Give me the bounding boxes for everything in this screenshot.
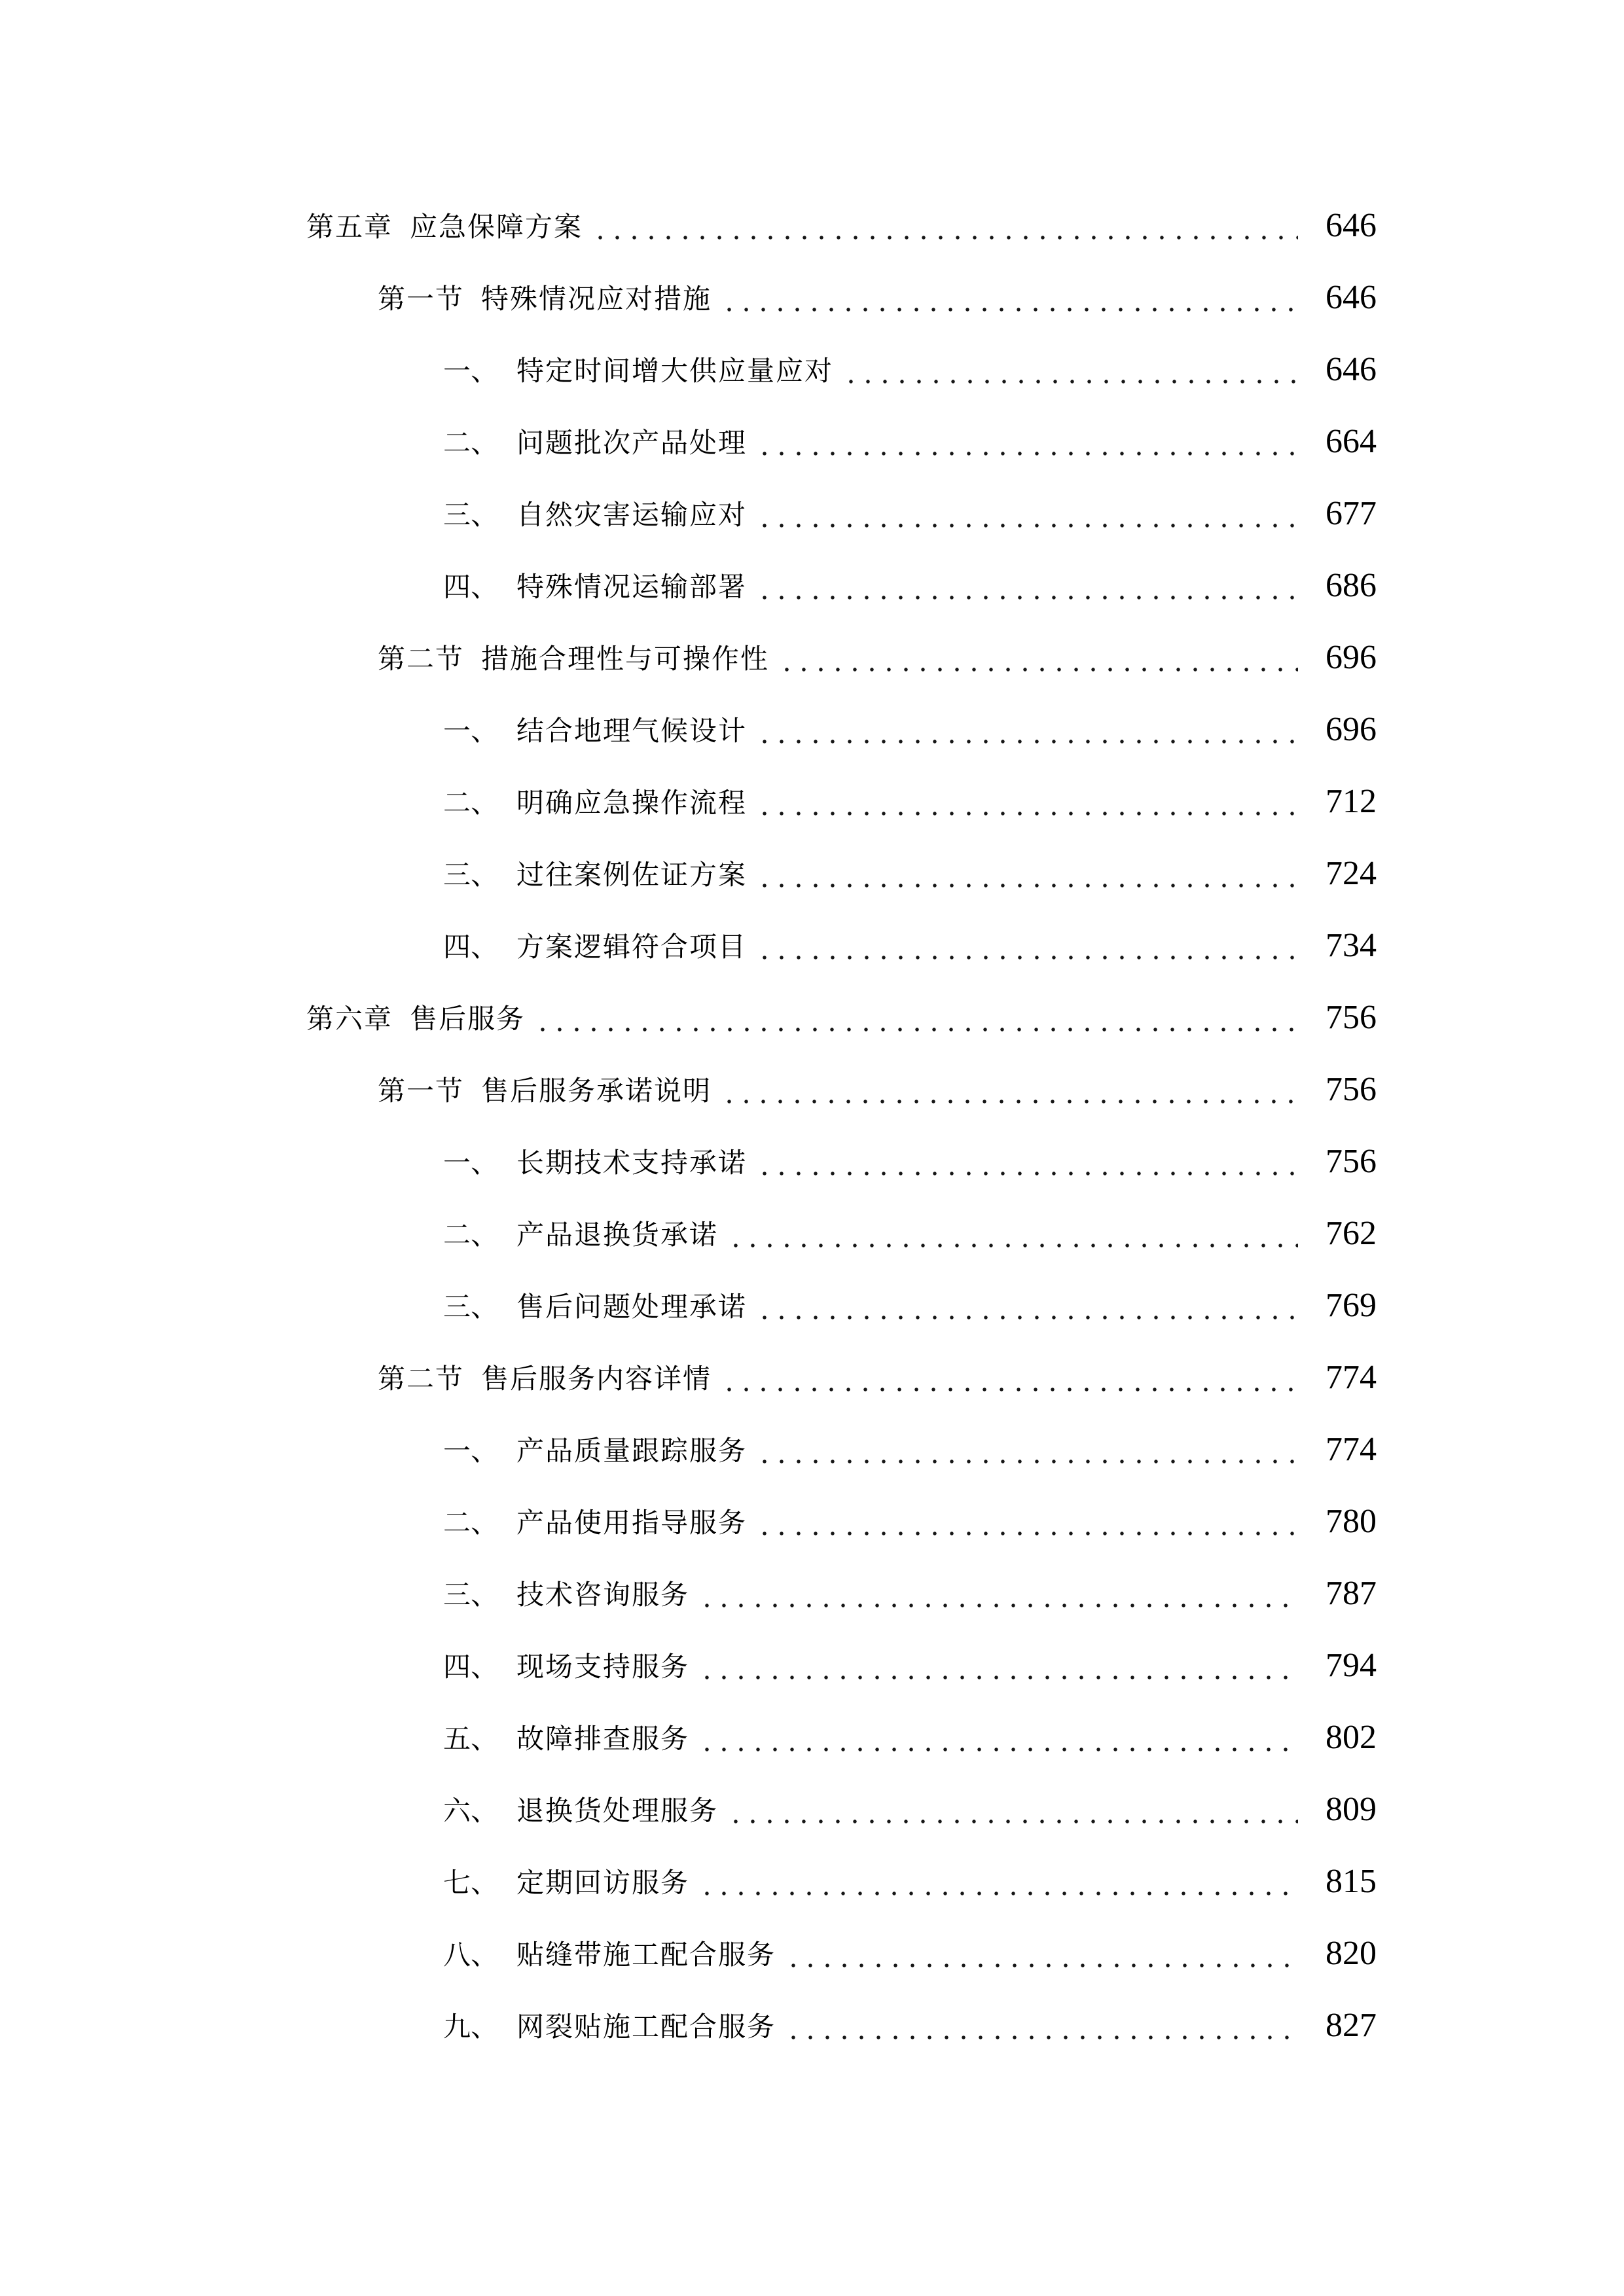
toc-entry-number: 第五章 bbox=[306, 213, 393, 243]
toc-dot-leader bbox=[840, 334, 1298, 406]
toc-dot-leader bbox=[725, 1198, 1298, 1270]
toc-entry-number: 一、 bbox=[443, 1149, 499, 1179]
toc-entry-page: 756 bbox=[1326, 1071, 1377, 1108]
toc-entry-title: 定期回访服务 bbox=[516, 1869, 690, 1899]
toc-entry-number: 九、 bbox=[443, 2013, 499, 2043]
toc-entry-page: 712 bbox=[1326, 783, 1377, 820]
toc-entry-title: 明确应急操作流程 bbox=[516, 789, 748, 819]
toc-entry-number: 一、 bbox=[443, 717, 499, 747]
toc-entry-page: 756 bbox=[1326, 999, 1377, 1036]
toc-entry[interactable] bbox=[306, 550, 1377, 622]
toc-entry-number: 二、 bbox=[443, 789, 499, 819]
toc-entry-number: 第二节 bbox=[378, 1365, 465, 1395]
toc-dot-leader bbox=[696, 1558, 1298, 1630]
toc-entry-page: 724 bbox=[1326, 855, 1377, 892]
toc-entry[interactable] bbox=[306, 334, 1377, 406]
toc-dot-leader bbox=[753, 1126, 1298, 1198]
toc-entry-title: 长期技术支持承诺 bbox=[516, 1149, 748, 1179]
toc-entry[interactable] bbox=[306, 262, 1377, 334]
toc-entry-title: 售后服务承诺说明 bbox=[481, 1077, 712, 1107]
toc-dot-leader bbox=[696, 1702, 1298, 1774]
toc-entry-title: 过往案例佐证方案 bbox=[516, 861, 748, 891]
toc-entry-number: 二、 bbox=[443, 1509, 499, 1539]
toc-entry[interactable] bbox=[306, 478, 1377, 550]
toc-entry-number: 二、 bbox=[443, 429, 499, 459]
toc-entry-page: 734 bbox=[1326, 927, 1377, 964]
toc-entry-number: 六、 bbox=[443, 1797, 499, 1827]
toc-entry-number: 二、 bbox=[443, 1221, 499, 1251]
toc-entry[interactable] bbox=[306, 1558, 1377, 1630]
toc-entry-number: 七、 bbox=[443, 1869, 499, 1899]
toc-entry-number: 第六章 bbox=[306, 1005, 393, 1035]
toc-entry[interactable] bbox=[306, 1198, 1377, 1270]
toc-entry[interactable] bbox=[306, 1918, 1377, 1990]
toc-entry-page: 677 bbox=[1326, 495, 1377, 532]
toc-entry-page: 809 bbox=[1326, 1791, 1377, 1828]
toc-entry-number: 一、 bbox=[443, 1437, 499, 1467]
toc-entry-number: 三、 bbox=[443, 1293, 499, 1323]
toc-entry[interactable] bbox=[306, 838, 1377, 910]
toc-entry[interactable] bbox=[306, 694, 1377, 766]
toc-entry[interactable] bbox=[306, 1414, 1377, 1486]
toc-entry-title: 现场支持服务 bbox=[516, 1653, 690, 1683]
toc-entry-number: 三、 bbox=[443, 1581, 499, 1611]
toc-entry[interactable] bbox=[306, 1702, 1377, 1774]
toc-entry-title: 网裂贴施工配合服务 bbox=[516, 2013, 776, 2043]
toc-entry-number: 第一节 bbox=[378, 285, 465, 315]
toc-dot-leader bbox=[718, 1054, 1298, 1126]
toc-entry[interactable] bbox=[306, 406, 1377, 478]
toc-entry-title: 特殊情况运输部署 bbox=[516, 573, 748, 603]
toc-entry-title: 问题批次产品处理 bbox=[516, 429, 748, 459]
toc-entry[interactable] bbox=[306, 766, 1377, 838]
toc-entry[interactable] bbox=[306, 1630, 1377, 1702]
toc-entry-page: 769 bbox=[1326, 1287, 1377, 1324]
toc-entry-page: 686 bbox=[1326, 567, 1377, 604]
toc-entry-page: 787 bbox=[1326, 1575, 1377, 1612]
toc-dot-leader bbox=[753, 766, 1298, 838]
toc-entry-title: 故障排查服务 bbox=[516, 1725, 690, 1755]
toc-entry-page: 646 bbox=[1326, 351, 1377, 388]
toc-entry[interactable] bbox=[306, 1126, 1377, 1198]
toc-entry-title: 特定时间增大供应量应对 bbox=[516, 357, 834, 387]
toc-dot-leader bbox=[753, 1414, 1298, 1486]
toc-dot-leader bbox=[776, 622, 1298, 694]
toc-entry-page: 802 bbox=[1326, 1719, 1377, 1756]
toc-dot-leader bbox=[753, 694, 1298, 766]
toc-dot-leader bbox=[753, 478, 1298, 550]
toc-dot-leader bbox=[753, 550, 1298, 622]
toc-dot-leader bbox=[696, 1846, 1298, 1918]
toc-entry-title: 售后服务 bbox=[410, 1005, 526, 1035]
toc-entry-number: 一、 bbox=[443, 357, 499, 387]
toc-entry-title: 产品使用指导服务 bbox=[516, 1509, 748, 1539]
toc-entry[interactable] bbox=[306, 622, 1377, 694]
toc-dot-leader bbox=[718, 1342, 1298, 1414]
toc-entry-number: 三、 bbox=[443, 501, 499, 531]
toc-dot-leader bbox=[782, 1918, 1298, 1990]
toc-entry-title: 产品质量跟踪服务 bbox=[516, 1437, 748, 1467]
toc-entry-page: 664 bbox=[1326, 423, 1377, 460]
toc-dot-leader bbox=[753, 910, 1298, 982]
toc-entry[interactable] bbox=[306, 1054, 1377, 1126]
toc-dot-leader bbox=[753, 1486, 1298, 1558]
toc-entry-page: 827 bbox=[1326, 2007, 1377, 2044]
toc-entry[interactable] bbox=[306, 1270, 1377, 1342]
toc-dot-leader bbox=[753, 406, 1298, 478]
toc-entry-title: 自然灾害运输应对 bbox=[516, 501, 748, 531]
toc-entry-title: 特殊情况应对措施 bbox=[481, 285, 712, 315]
toc-dot-leader bbox=[753, 838, 1298, 910]
toc-entry[interactable] bbox=[306, 1990, 1377, 2062]
toc-dot-leader bbox=[718, 262, 1298, 334]
toc-entry-title: 退换货处理服务 bbox=[516, 1797, 719, 1827]
toc-entry[interactable] bbox=[306, 1846, 1377, 1918]
toc-dot-leader bbox=[589, 190, 1298, 262]
toc-entry-page: 696 bbox=[1326, 639, 1377, 676]
toc-entry-page: 794 bbox=[1326, 1647, 1377, 1684]
toc-entry-title: 技术咨询服务 bbox=[516, 1581, 690, 1611]
toc-entry-page: 646 bbox=[1326, 207, 1377, 244]
toc-dot-leader bbox=[782, 1990, 1298, 2062]
toc-entry-number: 四、 bbox=[443, 933, 499, 963]
toc-entry-title: 售后服务内容详情 bbox=[481, 1365, 712, 1395]
toc-entry-number: 四、 bbox=[443, 573, 499, 603]
toc-entry-page: 780 bbox=[1326, 1503, 1377, 1540]
toc-entry-page: 762 bbox=[1326, 1215, 1377, 1252]
toc-entry-number: 第二节 bbox=[378, 645, 465, 675]
toc-entry-number: 第一节 bbox=[378, 1077, 465, 1107]
toc-entry-title: 应急保障方案 bbox=[410, 213, 583, 243]
toc-dot-leader bbox=[753, 1270, 1298, 1342]
toc-entry-title: 贴缝带施工配合服务 bbox=[516, 1941, 776, 1971]
toc-entry-title: 产品退换货承诺 bbox=[516, 1221, 719, 1251]
toc-entry-number: 八、 bbox=[443, 1941, 499, 1971]
toc-entry-number: 四、 bbox=[443, 1653, 499, 1683]
toc-dot-leader bbox=[696, 1630, 1298, 1702]
toc-entry[interactable] bbox=[306, 1486, 1377, 1558]
toc-entry-number: 五、 bbox=[443, 1725, 499, 1755]
toc-entry-page: 815 bbox=[1326, 1863, 1377, 1900]
toc-entry[interactable] bbox=[306, 1774, 1377, 1846]
toc-entry-page: 774 bbox=[1326, 1431, 1377, 1468]
toc-entry-page: 820 bbox=[1326, 1935, 1377, 1972]
toc-entry-title: 售后问题处理承诺 bbox=[516, 1293, 748, 1323]
toc-entry-number: 三、 bbox=[443, 861, 499, 891]
toc-entry[interactable] bbox=[306, 910, 1377, 982]
toc-entry[interactable] bbox=[306, 1342, 1377, 1414]
toc-entry-title: 结合地理气候设计 bbox=[516, 717, 748, 747]
toc-dot-leader bbox=[532, 982, 1298, 1054]
toc-entry-title: 方案逻辑符合项目 bbox=[516, 933, 748, 963]
toc-dot-leader bbox=[725, 1774, 1298, 1846]
toc-entry-title: 措施合理性与可操作性 bbox=[481, 645, 770, 675]
toc-entry-page: 774 bbox=[1326, 1359, 1377, 1396]
toc-entry-page: 756 bbox=[1326, 1143, 1377, 1180]
toc-entry[interactable] bbox=[306, 190, 1377, 262]
toc-entry-page: 696 bbox=[1326, 711, 1377, 748]
toc-entry-page: 646 bbox=[1326, 279, 1377, 316]
toc-list bbox=[306, 190, 1377, 2062]
toc-entry[interactable] bbox=[306, 982, 1377, 1054]
